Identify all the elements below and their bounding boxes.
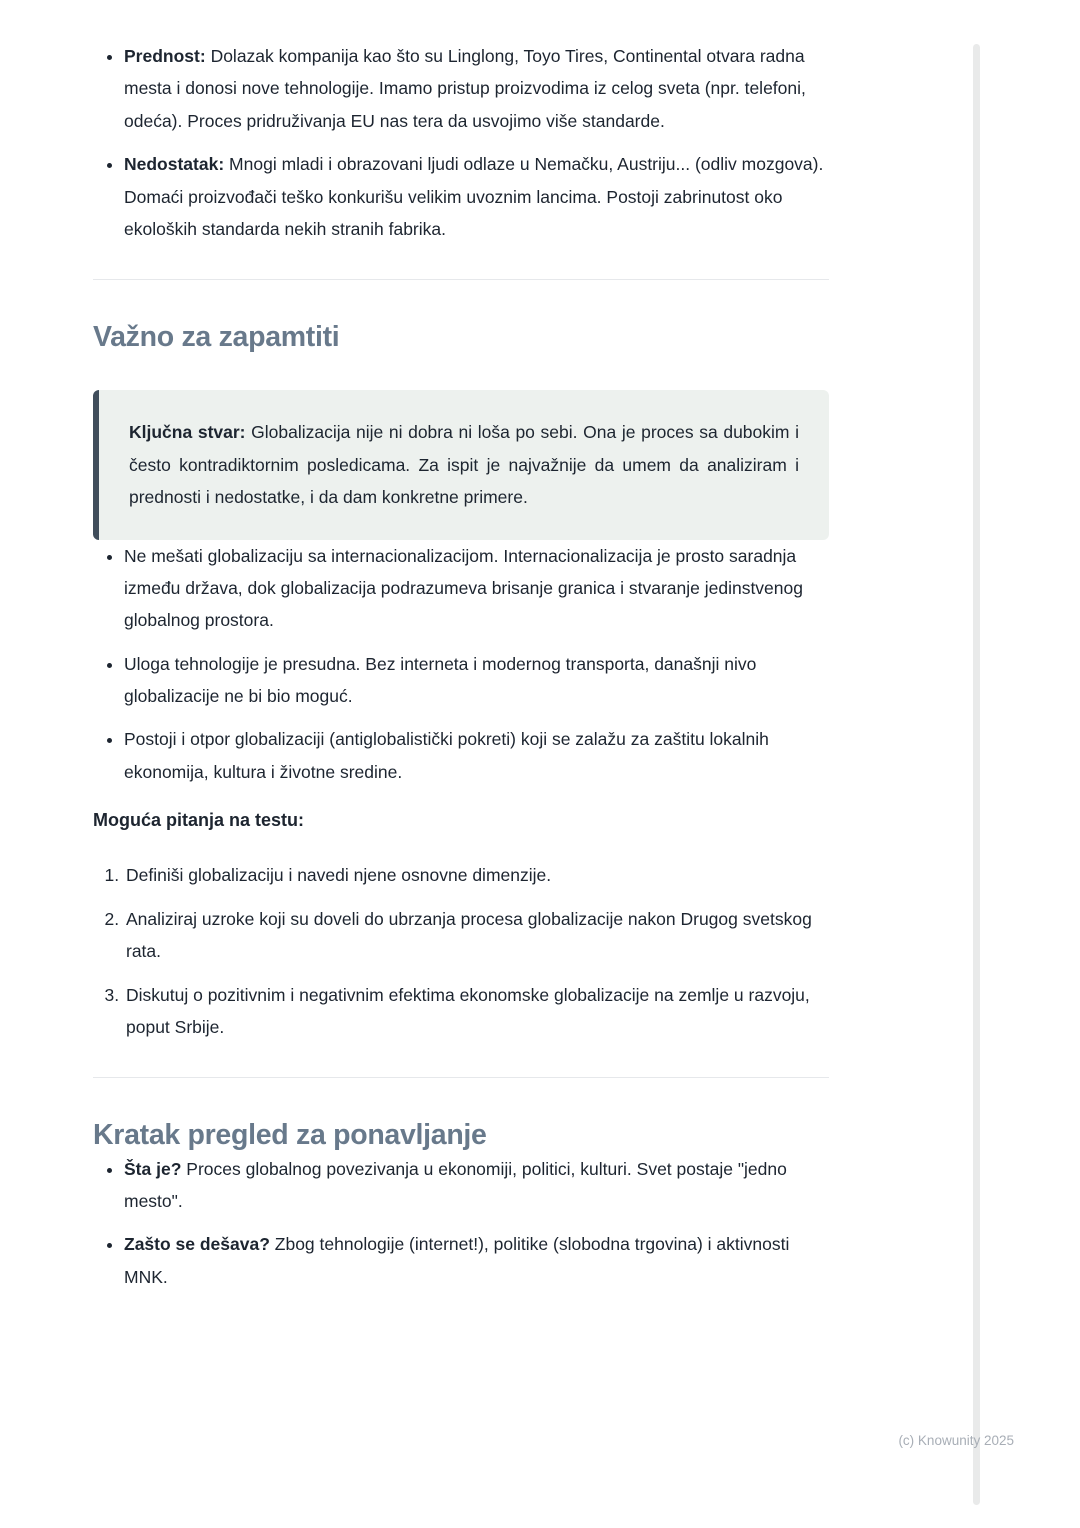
list-item	[124, 40, 829, 137]
section-divider	[93, 279, 829, 280]
list-item: • Uloga tehnologije je presudna. Bez interneta i modernog transporta, današnji nivo globalizacije ne bi bio moguć.	[124, 648, 829, 713]
callout-label: Ključna stvar:	[129, 422, 246, 443]
item-text: Zbog tehnologije (internet!), politike (slobodna trgovina) i aktivnosti MNK.	[124, 1234, 790, 1287]
questions-subheading: Moguća pitanja na testu:	[93, 810, 305, 831]
callout-body: Globalizacija nije ni dobra ni loša po sebi. Ona je proces sa dubokim i često kontradiktornim posledicama. Za ispit je najvažnije da umem da analiziram i prednosti i nedostatke, i da dam konkretne primere.	[129, 422, 800, 508]
scrollbar[interactable]	[973, 44, 980, 1505]
question-item: 2. Analiziraj uzroke koji su doveli do ubrzanja procesa globalizacije nakon Drugog svetskog rata.	[124, 903, 829, 968]
term-label: Prednost:	[124, 46, 206, 66]
item-text: Mnogi mladi i obrazovani ljudi odlaze u Nemačku, Austriju... (odliv mozgova). Domaći proizvođači teško konkurišu velikim uvoznim lancima. Postoji zabrinutost oko ekoloških standarda nekih stranih fabrika.	[124, 154, 824, 239]
pros-cons-list	[93, 40, 829, 245]
list-item: • Postoji i otpor globalizaciji (antiglobalistički pokreti) koji se zalažu za zaštitu lokalnih ekonomija, kultura i životne sredine.	[124, 723, 829, 788]
term-label: Nedostatak:	[124, 154, 225, 175]
list-item	[124, 1153, 829, 1218]
document-content	[93, 40, 829, 1304]
list-item: • Ne mešati globalizaciju sa internacionalizacijom. Internacionalizacija je prosto saradnja između država, dok globalizacija podrazumeva brisanje granica i stvaranje jedinstvenog globalnog prostora.	[124, 540, 829, 637]
term-label: Zašto se dešava?	[124, 1234, 270, 1255]
section-heading-review: Kratak pregled za ponavljanje	[93, 1119, 487, 1152]
review-list	[93, 1153, 829, 1294]
item-text: Proces globalnog povezivanja u ekonomiji, politici, kulturi. Svet postaje "jedno mesto".	[124, 1158, 787, 1211]
question-item: 3. Diskutuj o pozitivnim i negativnim efektima ekonomske globalizacije na zemlje u razvoju, poput Srbije.	[124, 979, 829, 1044]
list-item	[124, 1228, 829, 1293]
copyright-notice: (c) Knowunity 2025	[898, 1433, 1014, 1448]
item-text: Dolazak kompanija kao što su Linglong, Toyo Tires, Continental otvara radna mesta i donosi nove tehnologije. Imamo pristup proizvodima iz celog sveta (npr. telefoni, odeća). Proces pridruživanja EU nas tera da usvojimo više standarde.	[124, 46, 806, 131]
section-heading-important: Važno za zapamtiti	[93, 321, 340, 354]
notes-list	[93, 540, 829, 789]
list-item	[124, 148, 829, 245]
questions-list	[93, 859, 829, 1043]
callout-text	[129, 416, 799, 513]
term-label: Šta je?	[124, 1158, 182, 1179]
section-divider	[93, 1077, 829, 1078]
question-item: 1. Definiši globalizaciju i navedi njene osnovne dimenzije.	[124, 859, 829, 891]
key-point-callout	[93, 390, 829, 539]
